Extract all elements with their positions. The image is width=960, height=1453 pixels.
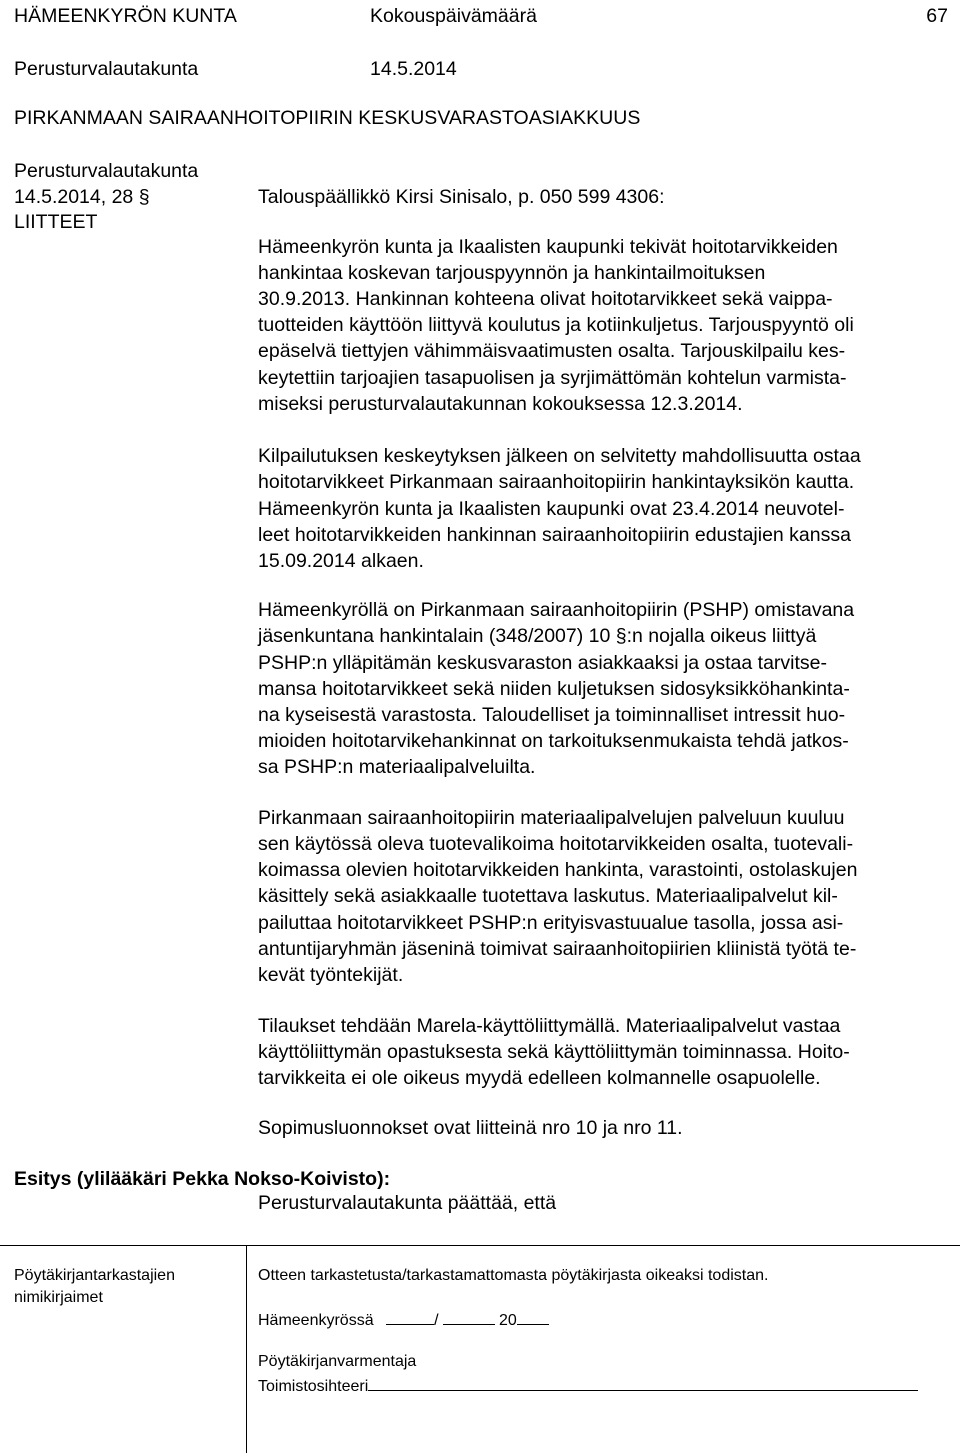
place-date-line	[258, 1308, 549, 1331]
text-line: jäsenkuntana hankintalain (348/2007) 10 §:n nojalla oikeus liittyä	[258, 625, 817, 647]
day-blank	[386, 1308, 434, 1325]
side-attachments: LIITTEET	[14, 211, 98, 233]
text-line: Pirkanmaan sairaanhoitopiirin materiaalipalvelujen palveluun kuuluu	[258, 807, 845, 829]
doc-type-label: Kokouspäivämäärä	[370, 5, 537, 27]
text-line: Hämeenkyrön kunta ja Ikaalisten kaupunki tekivät hoitotarvikkeiden	[258, 236, 838, 258]
text-line: käsittely sekä asiakkaalle tuotettava laskutus. Materiaalipalvelut kil-	[258, 885, 838, 907]
side-ref: 14.5.2014, 28 §	[14, 186, 150, 208]
preparer-line: Talouspäällikkö Kirsi Sinisalo, p. 050 599 4306:	[258, 186, 665, 208]
text-line: sa PSHP:n materiaalipalveluilta.	[258, 756, 536, 778]
text-line: hankintaa koskevan tarjouspyynnön ja hankintailmoituksen	[258, 262, 766, 284]
text-line: Sopimusluonnokset ovat liitteinä nro 10 ja nro 11.	[258, 1117, 683, 1139]
text-line: na kyseisestä varastosta. Taloudelliset ja toiminnalliset intressit huo-	[258, 704, 846, 726]
text-line: Tilaukset tehdään Marela-käyttöliittymällä. Materiaalipalvelut vastaa	[258, 1015, 841, 1037]
text-line: käyttöliittymän opastuksesta sekä käyttöliittymän toiminnassa. Hoito-	[258, 1041, 850, 1063]
text-line: 30.9.2013. Hankinnan kohteena olivat hoitotarvikkeet sekä vaippa-	[258, 288, 833, 310]
text-line: antuntijaryhmän jäseninä toimivat sairaanhoitopiirien kliinistä työtä te-	[258, 938, 857, 960]
text-line: koimassa olevien hoitotarvikkeiden hankinta, varastointi, ostolaskujen	[258, 859, 858, 881]
text-line: tarvikkeita ei ole oikeus myydä edelleen kolmannelle osapuolelle.	[258, 1067, 821, 1089]
verifier-label: Pöytäkirjanvarmentaja	[258, 1353, 417, 1370]
municipality-name: HÄMEENKYRÖN KUNTA	[14, 5, 237, 27]
secretary-label: Toimistosihteeri	[258, 1378, 369, 1395]
text-line: sen käytössä oleva tuotevalikoima hoitotarvikkeiden osalta, tuotevali-	[258, 833, 854, 855]
text-line: Hämeenkyrön kunta ja Ikaalisten kaupunki ovat 23.4.2014 neuvotel-	[258, 498, 845, 520]
footer-initials-label: Pöytäkirjantarkastajien	[14, 1267, 175, 1284]
text-line: Kilpailutuksen keskeytyksen jälkeen on selvitetty mahdollisuutta ostaa	[258, 445, 861, 467]
text-line: mansa hoitotarvikkeet sekä niiden kuljetuksen sidosyksikköhankinta-	[258, 678, 850, 700]
text-line: miseksi perusturvalautakunnan kokouksessa 12.3.2014.	[258, 393, 743, 415]
footer-divider	[0, 1245, 960, 1246]
date-slash: /	[434, 1312, 439, 1329]
signature-blank	[368, 1374, 918, 1391]
year-blank	[517, 1308, 549, 1325]
text-line: hoitotarvikkeet Pirkanmaan sairaanhoitopiirin hankintayksikön kautta.	[258, 471, 855, 493]
proposal-heading: Esitys (ylilääkäri Pekka Nokso-Koivisto):	[14, 1168, 391, 1190]
page-number: 67	[926, 5, 948, 27]
text-line: kevät työntekijät.	[258, 964, 404, 986]
text-line: epäselvä tiettyjen vähimmäisvaatimusten osalta. Tarjouskilpailu kes-	[258, 340, 846, 362]
place-name: Hämeenkyrössä	[258, 1312, 374, 1329]
certification-text: Otteen tarkastetusta/tarkastamattomasta pöytäkirjasta oikeaksi todistan.	[258, 1267, 769, 1284]
secretary-line	[258, 1374, 918, 1397]
section-title: PIRKANMAAN SAIRAANHOITOPIIRIN KESKUSVARASTOASIAKKUUS	[14, 107, 641, 129]
month-blank	[443, 1308, 495, 1325]
proposal-text: Perusturvalautakunta päättää, että	[258, 1192, 557, 1214]
text-line: leet hoitotarvikkeiden hankinnan sairaanhoitopiirin edustajien kanssa	[258, 524, 851, 546]
footer-initials-label-2: nimikirjaimet	[14, 1289, 103, 1306]
meeting-date: 14.5.2014	[370, 58, 457, 80]
text-line: 15.09.2014 alkaen.	[258, 550, 424, 572]
side-board: Perusturvalautakunta	[14, 160, 199, 182]
year-prefix: 20	[498, 1312, 517, 1329]
text-line: tuotteiden käyttöön liittyvä koulutus ja kotiinkuljetus. Tarjouspyyntö oli	[258, 314, 854, 336]
board-name: Perusturvalautakunta	[14, 58, 199, 80]
footer-column-divider	[246, 1245, 247, 1453]
text-line: pailuttaa hoitotarvikkeet PSHP:n erityisvastuualue tasolla, jossa asi-	[258, 912, 844, 934]
text-line: keytettiin tarjoajien tasapuolisen ja syrjimättömän kohtelun varmista-	[258, 367, 847, 389]
text-line: Hämeenkyröllä on Pirkanmaan sairaanhoitopiirin (PSHP) omistavana	[258, 599, 855, 621]
text-line: PSHP:n ylläpitämän keskusvaraston asiakkaaksi ja ostaa tarvitse-	[258, 652, 828, 674]
text-line: mioiden hoitotarvikehankinnat on tarkoituksenmukaista tehdä jatkos-	[258, 730, 849, 752]
